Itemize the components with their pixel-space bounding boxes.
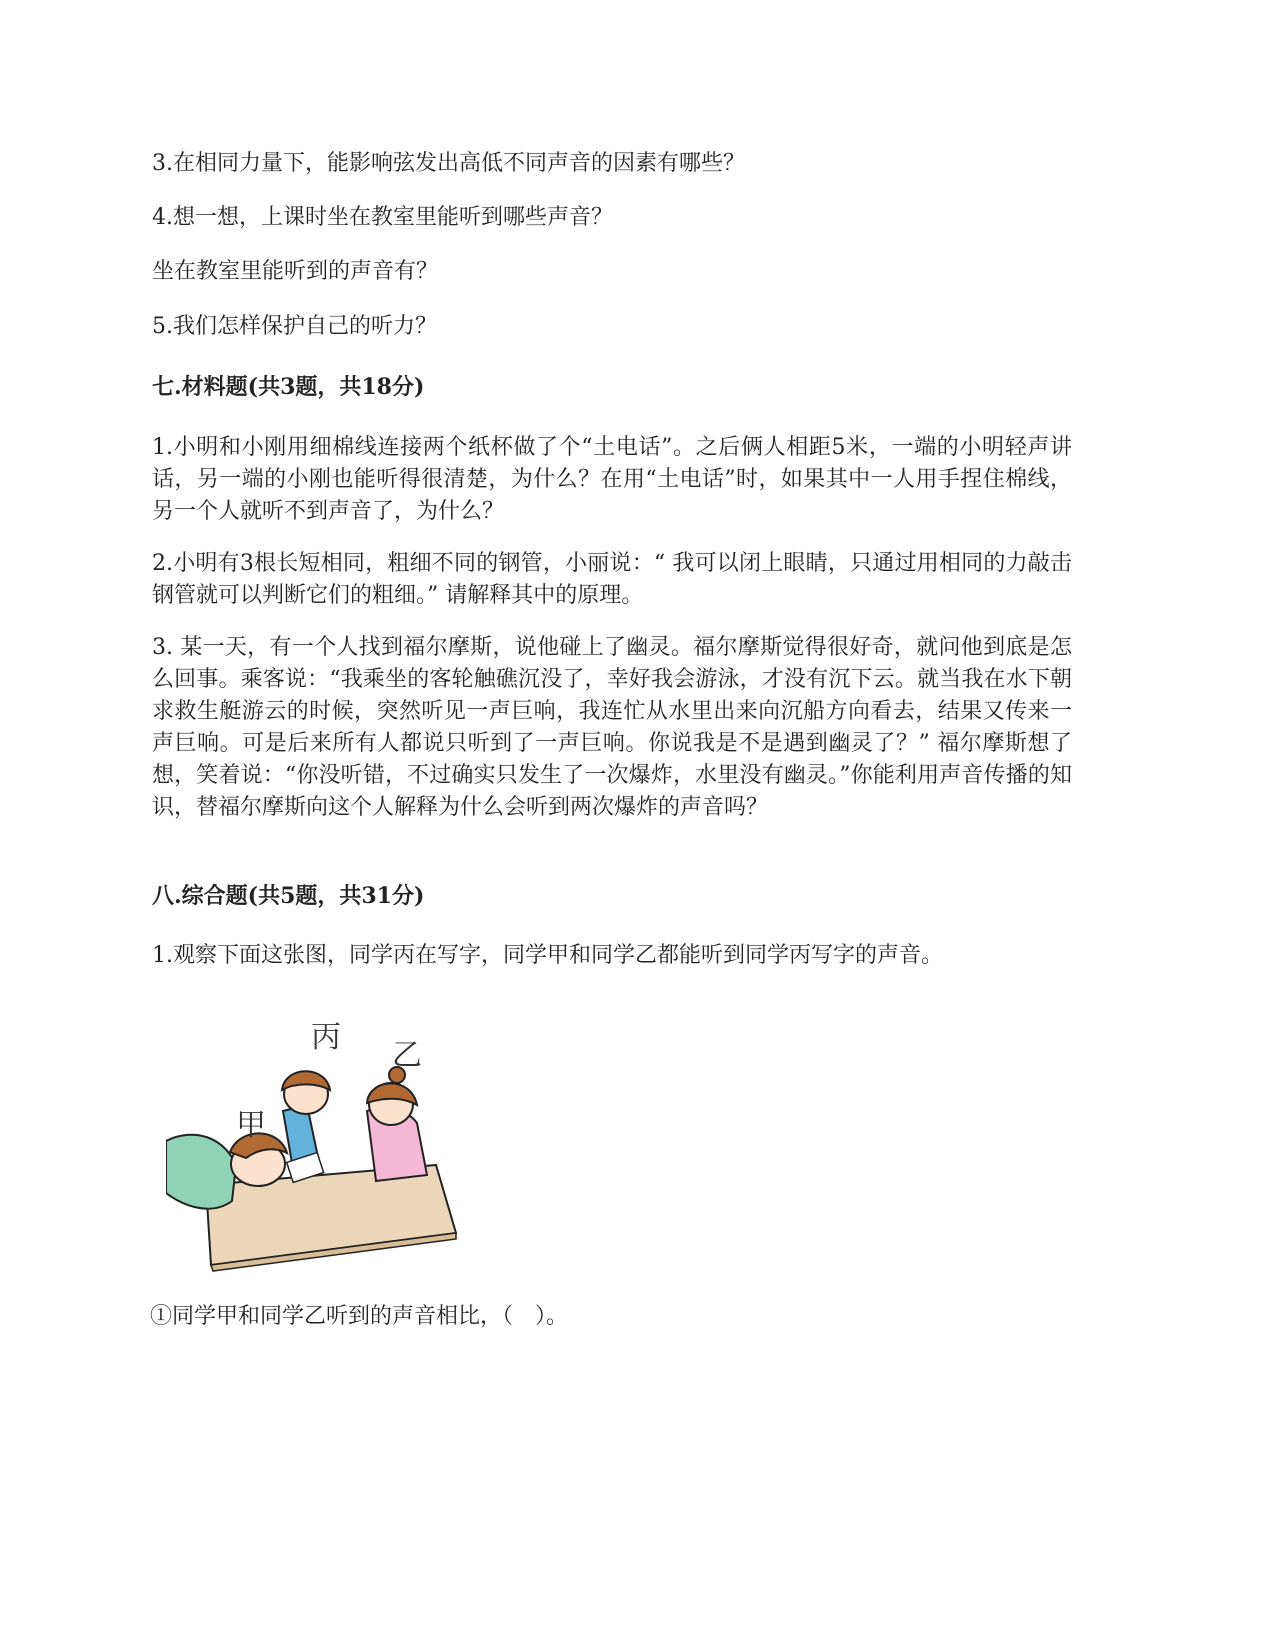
section-eight-item-1: 1.观察下面这张图，同学丙在写字，同学甲和同学乙都能听到同学丙写字的声音。 (152, 943, 943, 968)
section-seven-item-3: 3. 某一天，有一个人找到福尔摩斯，说他碰上了幽灵。福尔摩斯觉得很好奇，就问他到底是怎么回事。乘客说：“我乘坐的客轮触礁沉没了，幸好我会游泳，才没有沉下云。就当我在水下朝求救生艇游云的时候，突然听见一声巨响，我连忙从水里出来向沉船方向看去，结果又传来一声巨响。可是后来所有人都说只听到了一声巨响。你说我是不是遇到幽灵了？” 福尔摩斯想了想，笑着说：“你没听错，不过确实只发生了一次爆炸，水里没有幽灵。”你能利用声音传播的知识，替福尔摩斯向这个人解释为什么会听到两次爆炸的声音吗？ (152, 635, 1072, 820)
question-six-4: 4.想一想，上课时坐在教室里能听到哪些声音？ (152, 205, 613, 230)
label-bing: 丙 (311, 1020, 341, 1055)
section-seven-item-2: 2.小明有3根长短相同，粗细不同的钢管，小丽说：“ 我可以闭上眼睛，只通过用相同的力敲击钢管就可以判断它们的粗细。” 请解释其中的原理。 (152, 551, 1072, 608)
classroom-drawing (166, 1055, 486, 1305)
section-seven-heading: 七.材料题(共3题，共18分) (152, 374, 425, 400)
question-six-5: 5.我们怎样保护自己的听力？ (152, 314, 437, 339)
label-yi: 乙 (392, 1038, 422, 1073)
question-six-3: 3.在相同力量下，能影响弦发出高低不同声音的因素有哪些？ (152, 151, 745, 176)
students-illustration (166, 1020, 486, 1305)
section-eight-heading: 八.综合题(共5题，共31分) (152, 883, 425, 909)
section-seven-item-1: 1.小明和小刚用细棉线连接两个纸杯做了个“土电话”。之后俩人相距5米，一端的小明轻声讲话，另一端的小刚也能听得很清楚，为什么？在用“土电话”时，如果其中一人用手捏住棉线，另一个人就听不到声音了，为什么？ (152, 435, 1072, 524)
section-eight-sub-question-1: ①同学甲和同学乙听到的声音相比，（ ）。 (150, 1304, 569, 1329)
label-jia: 甲 (236, 1108, 266, 1143)
question-six-4-prompt: 坐在教室里能听到的声音有？ (152, 259, 439, 284)
